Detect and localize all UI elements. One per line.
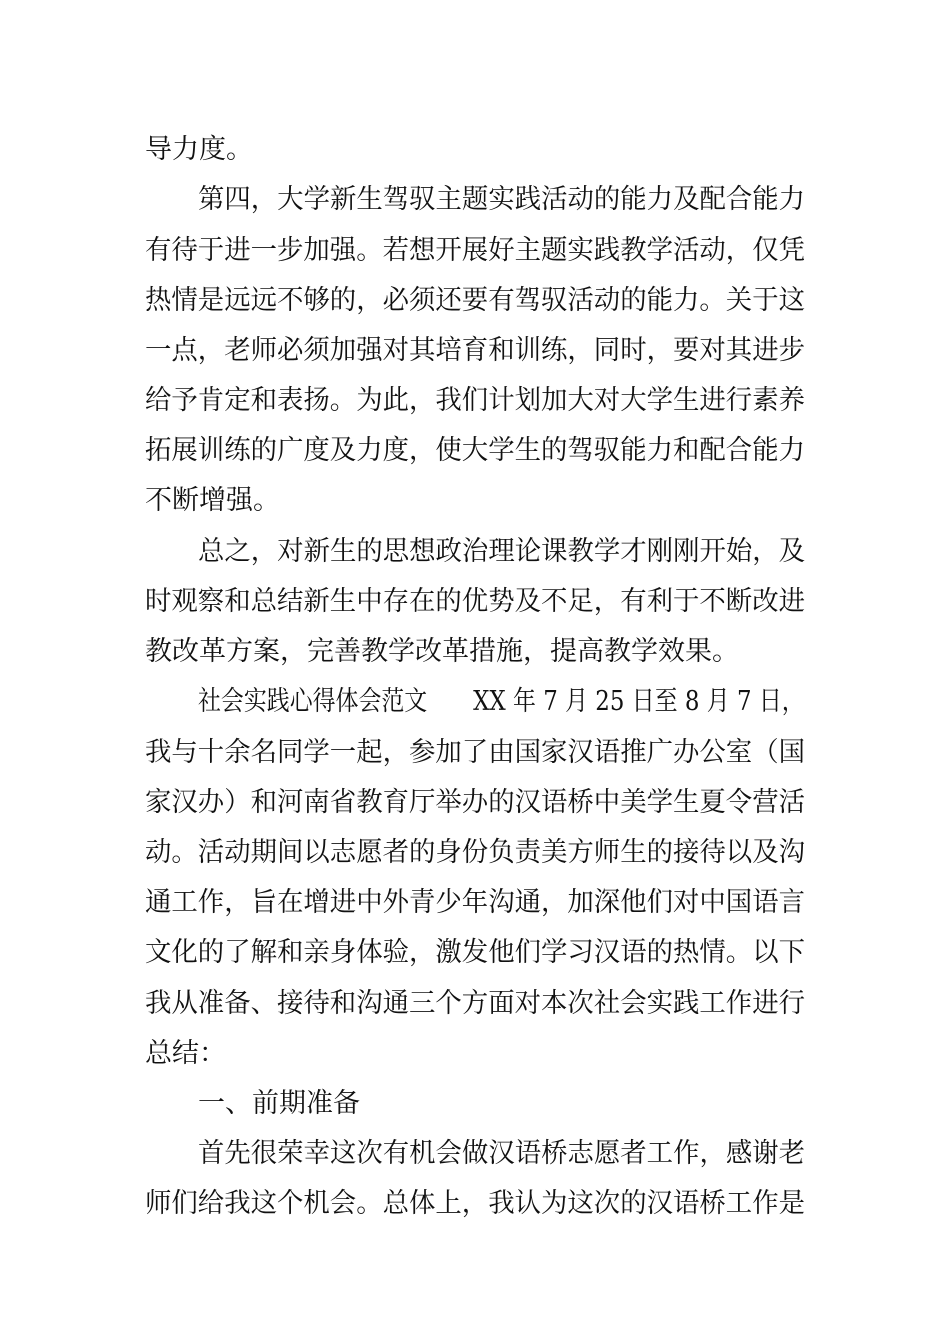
line-text: 热情是远远不够的，必须还要有驾驭活动的能力。关于这	[145, 285, 806, 316]
text-line	[0, 682, 950, 722]
line-text: 通工作，旨在增进中外青少年沟通，加深他们对中国语言	[145, 887, 806, 918]
text-line	[0, 130, 950, 170]
line-text: 动。活动期间以志愿者的身份负责美方师生的接待以及沟	[145, 837, 806, 868]
line-text: 给予肯定和表扬。为此，我们计划加大对大学生进行素养	[145, 385, 806, 416]
line-text: 时观察和总结新生中存在的优势及不足，有利于不断改进	[145, 586, 806, 617]
text-line	[0, 180, 950, 220]
text-line	[0, 331, 950, 371]
line-text: 首先很荣幸这次有机会做汉语桥志愿者工作，感谢老	[198, 1138, 806, 1169]
line-text: 我从准备、接待和沟通三个方面对本次社会实践工作进行	[145, 988, 806, 1019]
line-text: 第四，大学新生驾驭主题实践活动的能力及配合能力	[198, 184, 806, 215]
line-text: 我与十余名同学一起，参加了由国家汉语推广办公室（国	[145, 737, 806, 768]
line-text: 社会实践心得体会范文 XX 年 7 月 25 日至 8 月 7 日，	[198, 686, 805, 717]
line-text: 家汉办）和河南省教育厅举办的汉语桥中美学生夏令营活	[145, 787, 806, 818]
text-line	[0, 933, 950, 973]
text-line	[0, 281, 950, 321]
section-heading	[0, 1084, 950, 1124]
text-line	[0, 582, 950, 622]
text-line	[0, 733, 950, 773]
line-text: 一点，老师必须加强对其培育和训练，同时，要对其进步	[145, 335, 806, 366]
text-line	[0, 1034, 950, 1074]
line-text: 导力度。	[145, 134, 253, 165]
line-text: 教改革方案，完善教学改革措施，提高教学效果。	[145, 636, 739, 667]
text-line	[0, 883, 950, 923]
line-text: 一、前期准备	[198, 1088, 360, 1119]
text-line	[0, 481, 950, 521]
line-text: 总之，对新生的思想政治理论课教学才刚刚开始，及	[198, 536, 806, 567]
text-line	[0, 783, 950, 823]
line-text: 有待于进一步加强。若想开展好主题实践教学活动，仅凭	[145, 235, 806, 266]
line-text: 总结：	[145, 1038, 226, 1069]
text-line	[0, 431, 950, 471]
line-text: 拓展训练的广度及力度，使大学生的驾驭能力和配合能力	[145, 435, 806, 466]
text-line	[0, 532, 950, 572]
text-line	[0, 1184, 950, 1224]
line-text: 师们给我这个机会。总体上，我认为这次的汉语桥工作是	[145, 1188, 806, 1219]
text-line	[0, 231, 950, 271]
text-line	[0, 833, 950, 873]
text-line	[0, 632, 950, 672]
text-line	[0, 984, 950, 1024]
text-line	[0, 1134, 950, 1174]
text-line	[0, 381, 950, 421]
line-text: 文化的了解和亲身体验，激发他们学习汉语的热情。以下	[145, 937, 806, 968]
line-text: 不断增强。	[145, 485, 280, 516]
